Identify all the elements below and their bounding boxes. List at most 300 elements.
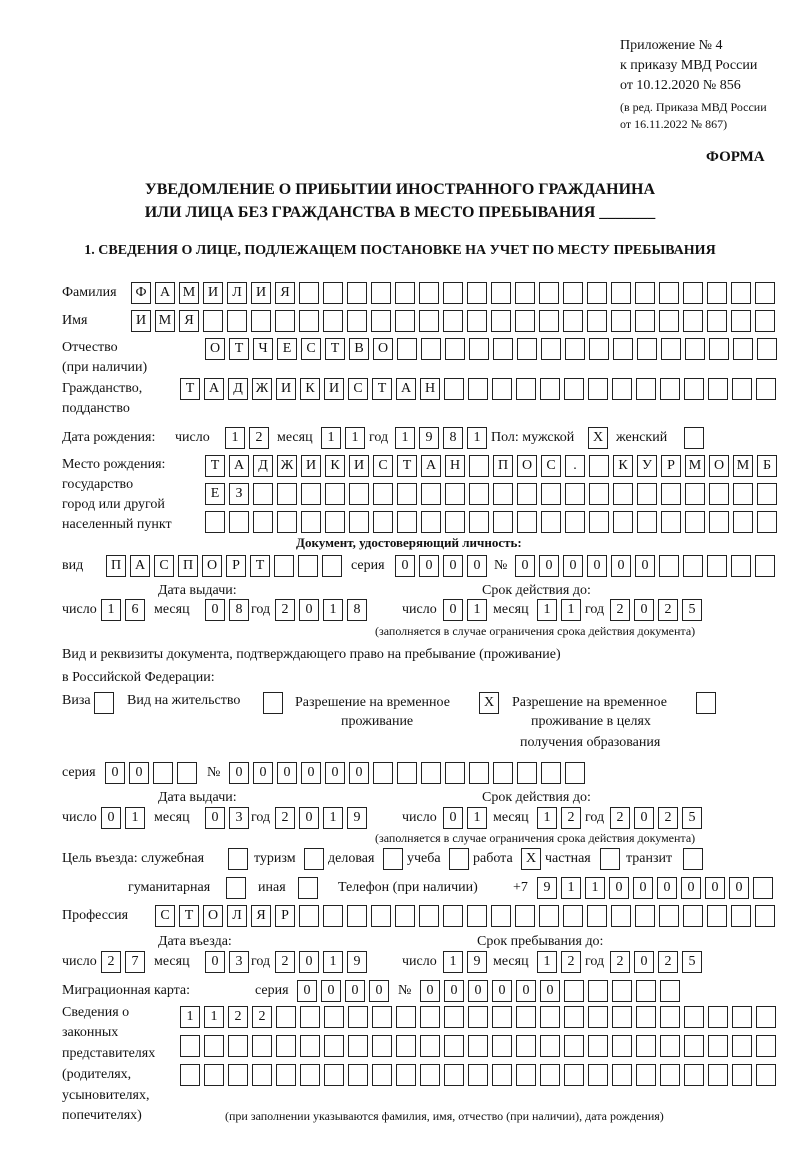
character-box[interactable]: 2 <box>658 807 678 829</box>
character-box[interactable] <box>449 848 469 870</box>
character-box[interactable] <box>709 511 729 533</box>
character-box[interactable] <box>373 511 393 533</box>
character-box[interactable] <box>349 511 369 533</box>
character-box[interactable]: Т <box>229 338 249 360</box>
character-box[interactable]: И <box>301 455 321 477</box>
character-box[interactable] <box>684 378 704 400</box>
character-box[interactable] <box>275 310 295 332</box>
character-box[interactable]: Ф <box>131 282 151 304</box>
character-box[interactable] <box>755 905 775 927</box>
character-box[interactable] <box>347 310 367 332</box>
character-box[interactable] <box>469 762 489 784</box>
character-box[interactable] <box>298 555 318 577</box>
character-box[interactable] <box>300 1064 320 1086</box>
character-box[interactable]: 1 <box>585 877 605 899</box>
character-box[interactable] <box>324 1035 344 1057</box>
character-box[interactable]: 0 <box>301 762 321 784</box>
character-box[interactable] <box>589 455 609 477</box>
character-box[interactable] <box>276 1064 296 1086</box>
character-box[interactable]: Я <box>275 282 295 304</box>
character-box[interactable]: П <box>493 455 513 477</box>
character-box[interactable] <box>443 282 463 304</box>
character-box[interactable] <box>564 1035 584 1057</box>
character-box[interactable]: 1 <box>101 599 121 621</box>
character-box[interactable]: С <box>154 555 174 577</box>
character-box[interactable] <box>299 905 319 927</box>
character-box[interactable] <box>371 905 391 927</box>
character-box[interactable] <box>685 338 705 360</box>
character-box[interactable]: X <box>588 427 608 449</box>
character-box[interactable] <box>540 1035 560 1057</box>
character-box[interactable]: 2 <box>610 807 630 829</box>
character-box[interactable] <box>421 338 441 360</box>
character-box[interactable]: 0 <box>369 980 389 1002</box>
character-box[interactable] <box>732 1006 752 1028</box>
character-box[interactable] <box>731 310 751 332</box>
character-box[interactable] <box>397 762 417 784</box>
character-box[interactable] <box>347 905 367 927</box>
character-box[interactable] <box>732 1064 752 1086</box>
character-box[interactable]: 0 <box>681 877 701 899</box>
character-box[interactable]: 6 <box>125 599 145 621</box>
character-box[interactable]: 0 <box>205 807 225 829</box>
character-box[interactable]: X <box>479 692 499 714</box>
character-box[interactable] <box>589 483 609 505</box>
character-box[interactable] <box>613 483 633 505</box>
character-box[interactable] <box>709 338 729 360</box>
character-box[interactable]: М <box>179 282 199 304</box>
character-box[interactable] <box>491 282 511 304</box>
character-box[interactable]: 0 <box>611 555 631 577</box>
character-box[interactable]: Ж <box>277 455 297 477</box>
character-box[interactable] <box>587 905 607 927</box>
character-box[interactable]: Р <box>275 905 295 927</box>
character-box[interactable] <box>696 692 716 714</box>
character-box[interactable] <box>731 282 751 304</box>
character-box[interactable] <box>661 483 681 505</box>
character-box[interactable]: 0 <box>101 807 121 829</box>
character-box[interactable] <box>469 338 489 360</box>
character-box[interactable]: С <box>373 455 393 477</box>
character-box[interactable] <box>636 378 656 400</box>
character-box[interactable] <box>660 378 680 400</box>
character-box[interactable] <box>612 378 632 400</box>
character-box[interactable] <box>732 1035 752 1057</box>
character-box[interactable]: 2 <box>101 951 121 973</box>
character-box[interactable] <box>383 848 403 870</box>
character-box[interactable] <box>756 378 776 400</box>
character-box[interactable]: 2 <box>658 951 678 973</box>
character-box[interactable]: 0 <box>419 555 439 577</box>
character-box[interactable] <box>420 1064 440 1086</box>
character-box[interactable]: 2 <box>275 807 295 829</box>
character-box[interactable]: 9 <box>467 951 487 973</box>
character-box[interactable] <box>371 310 391 332</box>
character-box[interactable]: 9 <box>347 807 367 829</box>
character-box[interactable]: О <box>202 555 222 577</box>
character-box[interactable]: 2 <box>228 1006 248 1028</box>
character-box[interactable] <box>180 1035 200 1057</box>
character-box[interactable]: 0 <box>468 980 488 1002</box>
character-box[interactable] <box>226 877 246 899</box>
character-box[interactable] <box>153 762 173 784</box>
character-box[interactable] <box>708 378 728 400</box>
character-box[interactable] <box>468 378 488 400</box>
character-box[interactable] <box>252 1064 272 1086</box>
character-box[interactable] <box>707 555 727 577</box>
character-box[interactable]: 0 <box>634 599 654 621</box>
character-box[interactable]: 1 <box>561 877 581 899</box>
character-box[interactable]: Ч <box>253 338 273 360</box>
character-box[interactable] <box>637 511 657 533</box>
character-box[interactable] <box>300 1035 320 1057</box>
character-box[interactable] <box>564 1064 584 1086</box>
character-box[interactable] <box>493 762 513 784</box>
character-box[interactable] <box>612 980 632 1002</box>
character-box[interactable] <box>732 378 752 400</box>
character-box[interactable] <box>299 282 319 304</box>
character-box[interactable] <box>253 483 273 505</box>
character-box[interactable]: Т <box>179 905 199 927</box>
character-box[interactable] <box>301 511 321 533</box>
character-box[interactable] <box>707 310 727 332</box>
character-box[interactable]: М <box>155 310 175 332</box>
character-box[interactable]: 8 <box>229 599 249 621</box>
character-box[interactable]: 0 <box>539 555 559 577</box>
character-box[interactable] <box>397 338 417 360</box>
character-box[interactable] <box>323 282 343 304</box>
character-box[interactable] <box>541 511 561 533</box>
character-box[interactable]: Д <box>253 455 273 477</box>
character-box[interactable] <box>600 848 620 870</box>
character-box[interactable] <box>277 511 297 533</box>
character-box[interactable]: О <box>203 905 223 927</box>
character-box[interactable]: Н <box>420 378 440 400</box>
character-box[interactable]: 1 <box>180 1006 200 1028</box>
character-box[interactable] <box>588 1064 608 1086</box>
character-box[interactable]: 0 <box>443 555 463 577</box>
character-box[interactable] <box>349 483 369 505</box>
character-box[interactable] <box>348 1006 368 1028</box>
character-box[interactable]: 1 <box>537 951 557 973</box>
character-box[interactable] <box>563 905 583 927</box>
character-box[interactable] <box>493 338 513 360</box>
character-box[interactable]: 8 <box>347 599 367 621</box>
character-box[interactable] <box>397 511 417 533</box>
character-box[interactable]: 2 <box>610 951 630 973</box>
character-box[interactable]: 0 <box>277 762 297 784</box>
character-box[interactable]: 1 <box>225 427 245 449</box>
character-box[interactable] <box>396 1006 416 1028</box>
character-box[interactable] <box>228 1035 248 1057</box>
character-box[interactable]: 1 <box>537 599 557 621</box>
character-box[interactable] <box>517 762 537 784</box>
character-box[interactable]: 0 <box>345 980 365 1002</box>
character-box[interactable] <box>588 378 608 400</box>
character-box[interactable] <box>636 1064 656 1086</box>
character-box[interactable] <box>469 455 489 477</box>
character-box[interactable] <box>468 1064 488 1086</box>
character-box[interactable]: 1 <box>395 427 415 449</box>
character-box[interactable] <box>613 511 633 533</box>
character-box[interactable] <box>468 1006 488 1028</box>
character-box[interactable] <box>541 762 561 784</box>
character-box[interactable] <box>373 762 393 784</box>
character-box[interactable] <box>683 555 703 577</box>
character-box[interactable] <box>227 310 247 332</box>
character-box[interactable] <box>372 1064 392 1086</box>
character-box[interactable]: 1 <box>467 599 487 621</box>
character-box[interactable]: 0 <box>540 980 560 1002</box>
character-box[interactable] <box>94 692 114 714</box>
character-box[interactable]: 0 <box>205 951 225 973</box>
character-box[interactable]: О <box>205 338 225 360</box>
character-box[interactable]: Р <box>226 555 246 577</box>
character-box[interactable] <box>229 511 249 533</box>
character-box[interactable] <box>565 483 585 505</box>
character-box[interactable] <box>708 1064 728 1086</box>
character-box[interactable]: 3 <box>229 807 249 829</box>
character-box[interactable]: И <box>131 310 151 332</box>
character-box[interactable]: С <box>348 378 368 400</box>
character-box[interactable] <box>588 1035 608 1057</box>
character-box[interactable] <box>325 483 345 505</box>
character-box[interactable] <box>588 1006 608 1028</box>
character-box[interactable]: О <box>517 455 537 477</box>
character-box[interactable] <box>733 338 753 360</box>
character-box[interactable]: 0 <box>321 980 341 1002</box>
character-box[interactable] <box>469 483 489 505</box>
character-box[interactable]: 0 <box>253 762 273 784</box>
character-box[interactable]: 0 <box>634 951 654 973</box>
character-box[interactable] <box>540 378 560 400</box>
character-box[interactable] <box>515 282 535 304</box>
character-box[interactable] <box>613 338 633 360</box>
character-box[interactable] <box>564 980 584 1002</box>
character-box[interactable]: С <box>541 455 561 477</box>
character-box[interactable]: 0 <box>492 980 512 1002</box>
character-box[interactable] <box>177 762 197 784</box>
character-box[interactable] <box>684 427 704 449</box>
character-box[interactable] <box>444 378 464 400</box>
character-box[interactable] <box>299 310 319 332</box>
character-box[interactable] <box>565 338 585 360</box>
character-box[interactable] <box>323 310 343 332</box>
character-box[interactable] <box>612 1035 632 1057</box>
character-box[interactable] <box>300 1006 320 1028</box>
character-box[interactable]: И <box>324 378 344 400</box>
character-box[interactable]: Д <box>228 378 248 400</box>
character-box[interactable] <box>661 511 681 533</box>
character-box[interactable]: 8 <box>443 427 463 449</box>
character-box[interactable]: О <box>709 455 729 477</box>
character-box[interactable]: Т <box>250 555 270 577</box>
character-box[interactable] <box>755 282 775 304</box>
character-box[interactable]: П <box>178 555 198 577</box>
character-box[interactable] <box>445 762 465 784</box>
character-box[interactable] <box>659 282 679 304</box>
character-box[interactable]: У <box>637 455 657 477</box>
character-box[interactable] <box>421 483 441 505</box>
character-box[interactable]: 1 <box>467 807 487 829</box>
character-box[interactable]: 0 <box>634 807 654 829</box>
character-box[interactable] <box>348 1035 368 1057</box>
character-box[interactable] <box>660 1064 680 1086</box>
character-box[interactable] <box>612 1006 632 1028</box>
character-box[interactable]: А <box>229 455 249 477</box>
character-box[interactable] <box>445 338 465 360</box>
character-box[interactable] <box>301 483 321 505</box>
character-box[interactable]: 0 <box>297 980 317 1002</box>
character-box[interactable] <box>635 310 655 332</box>
character-box[interactable]: 0 <box>325 762 345 784</box>
character-box[interactable]: 0 <box>515 555 535 577</box>
character-box[interactable]: И <box>276 378 296 400</box>
character-box[interactable] <box>517 483 537 505</box>
character-box[interactable] <box>540 1064 560 1086</box>
character-box[interactable] <box>419 282 439 304</box>
character-box[interactable]: 2 <box>249 427 269 449</box>
character-box[interactable]: Т <box>325 338 345 360</box>
character-box[interactable] <box>611 310 631 332</box>
character-box[interactable] <box>492 1064 512 1086</box>
character-box[interactable] <box>587 282 607 304</box>
character-box[interactable] <box>467 282 487 304</box>
character-box[interactable] <box>753 877 773 899</box>
character-box[interactable] <box>683 310 703 332</box>
character-box[interactable]: 1 <box>125 807 145 829</box>
character-box[interactable] <box>539 905 559 927</box>
character-box[interactable] <box>491 905 511 927</box>
character-box[interactable] <box>467 905 487 927</box>
character-box[interactable]: X <box>521 848 541 870</box>
character-box[interactable]: Б <box>757 455 777 477</box>
character-box[interactable] <box>636 1035 656 1057</box>
character-box[interactable] <box>756 1064 776 1086</box>
character-box[interactable] <box>707 282 727 304</box>
character-box[interactable]: Е <box>277 338 297 360</box>
character-box[interactable]: Я <box>251 905 271 927</box>
character-box[interactable]: 0 <box>299 807 319 829</box>
character-box[interactable]: 1 <box>323 599 343 621</box>
character-box[interactable]: Т <box>372 378 392 400</box>
character-box[interactable]: Р <box>661 455 681 477</box>
character-box[interactable] <box>493 483 513 505</box>
character-box[interactable] <box>491 310 511 332</box>
character-box[interactable]: 0 <box>635 555 655 577</box>
character-box[interactable] <box>516 1064 536 1086</box>
character-box[interactable]: Т <box>397 455 417 477</box>
character-box[interactable]: Л <box>227 905 247 927</box>
character-box[interactable]: О <box>373 338 393 360</box>
character-box[interactable] <box>515 905 535 927</box>
character-box[interactable] <box>659 905 679 927</box>
character-box[interactable]: П <box>106 555 126 577</box>
character-box[interactable] <box>204 1035 224 1057</box>
character-box[interactable]: С <box>301 338 321 360</box>
character-box[interactable] <box>322 555 342 577</box>
character-box[interactable] <box>756 1006 776 1028</box>
character-box[interactable] <box>492 378 512 400</box>
character-box[interactable] <box>205 511 225 533</box>
character-box[interactable] <box>444 1064 464 1086</box>
character-box[interactable]: С <box>155 905 175 927</box>
character-box[interactable] <box>589 511 609 533</box>
character-box[interactable] <box>372 1006 392 1028</box>
character-box[interactable] <box>469 511 489 533</box>
character-box[interactable]: М <box>733 455 753 477</box>
character-box[interactable] <box>373 483 393 505</box>
character-box[interactable] <box>755 555 775 577</box>
character-box[interactable] <box>541 338 561 360</box>
character-box[interactable] <box>660 1006 680 1028</box>
character-box[interactable]: 2 <box>275 599 295 621</box>
character-box[interactable] <box>277 483 297 505</box>
character-box[interactable]: 0 <box>229 762 249 784</box>
character-box[interactable] <box>492 1035 512 1057</box>
character-box[interactable] <box>516 1006 536 1028</box>
character-box[interactable]: 7 <box>125 951 145 973</box>
character-box[interactable]: А <box>421 455 441 477</box>
character-box[interactable]: 5 <box>682 951 702 973</box>
character-box[interactable] <box>659 555 679 577</box>
character-box[interactable] <box>251 310 271 332</box>
character-box[interactable] <box>564 378 584 400</box>
character-box[interactable]: В <box>349 338 369 360</box>
character-box[interactable]: 2 <box>658 599 678 621</box>
character-box[interactable] <box>419 310 439 332</box>
character-box[interactable] <box>659 310 679 332</box>
character-box[interactable] <box>563 282 583 304</box>
character-box[interactable] <box>733 511 753 533</box>
character-box[interactable] <box>492 1006 512 1028</box>
character-box[interactable]: 1 <box>561 599 581 621</box>
character-box[interactable] <box>324 1006 344 1028</box>
character-box[interactable]: 2 <box>275 951 295 973</box>
character-box[interactable] <box>637 338 657 360</box>
character-box[interactable]: Л <box>227 282 247 304</box>
character-box[interactable] <box>180 1064 200 1086</box>
character-box[interactable] <box>421 762 441 784</box>
character-box[interactable] <box>564 1006 584 1028</box>
character-box[interactable]: З <box>229 483 249 505</box>
character-box[interactable] <box>515 310 535 332</box>
character-box[interactable] <box>540 1006 560 1028</box>
character-box[interactable] <box>444 1006 464 1028</box>
character-box[interactable] <box>276 1006 296 1028</box>
character-box[interactable]: 2 <box>561 951 581 973</box>
character-box[interactable] <box>276 1035 296 1057</box>
character-box[interactable] <box>443 310 463 332</box>
character-box[interactable]: 0 <box>129 762 149 784</box>
character-box[interactable]: Н <box>445 455 465 477</box>
character-box[interactable] <box>685 511 705 533</box>
character-box[interactable] <box>731 905 751 927</box>
character-box[interactable]: 1 <box>537 807 557 829</box>
character-box[interactable] <box>757 511 777 533</box>
character-box[interactable]: 1 <box>443 951 463 973</box>
character-box[interactable] <box>252 1035 272 1057</box>
character-box[interactable]: 0 <box>609 877 629 899</box>
character-box[interactable] <box>467 310 487 332</box>
character-box[interactable]: А <box>396 378 416 400</box>
character-box[interactable] <box>493 511 513 533</box>
character-box[interactable] <box>348 1064 368 1086</box>
character-box[interactable] <box>563 310 583 332</box>
character-box[interactable] <box>757 338 777 360</box>
character-box[interactable]: 0 <box>563 555 583 577</box>
character-box[interactable] <box>372 1035 392 1057</box>
